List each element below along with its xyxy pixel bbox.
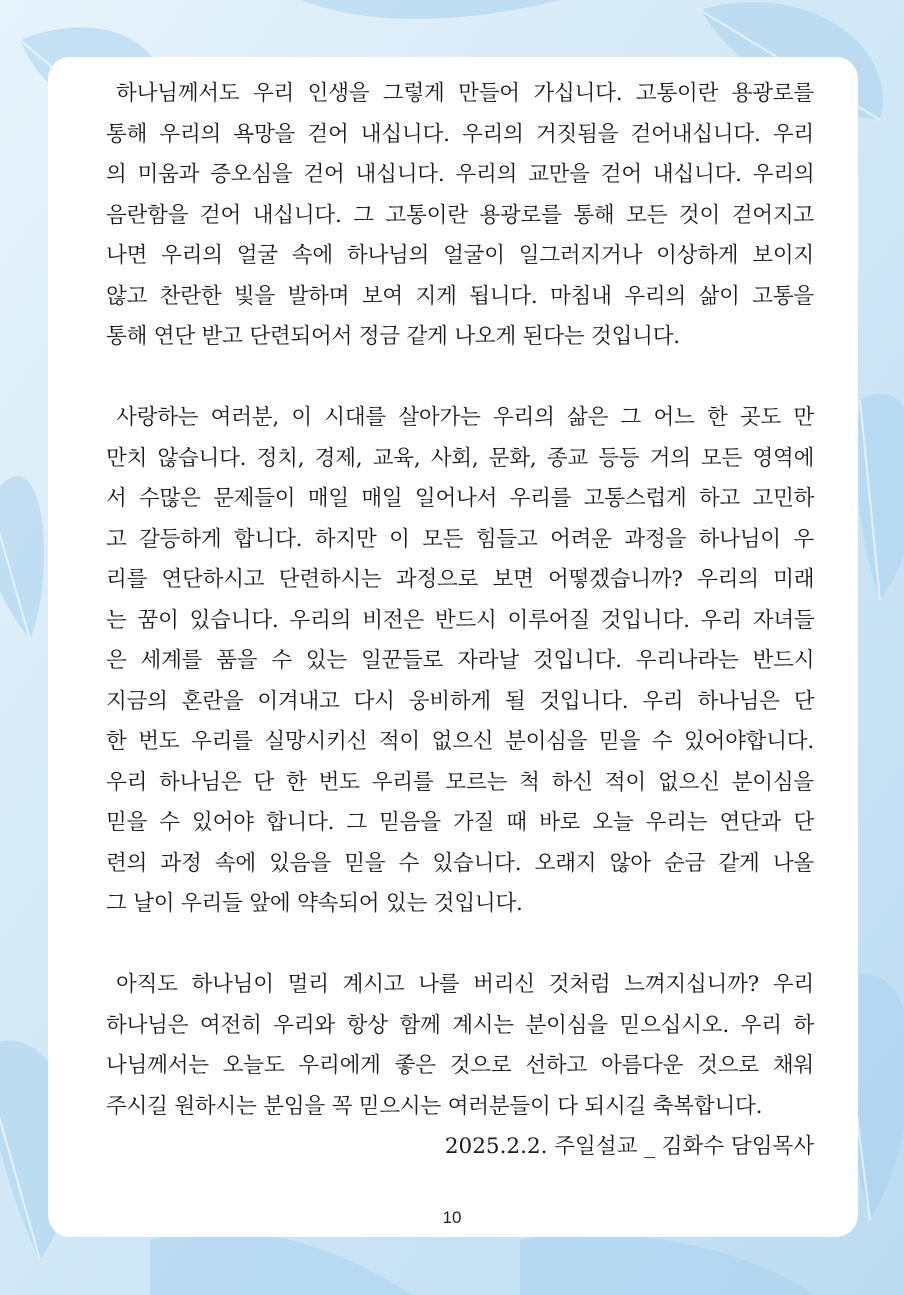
page-number: 10: [442, 1208, 462, 1227]
text-line: 의 미움과 증오심을 걷어 내십니다. 우리의 교만을 걷어 내십니다. 우리의: [106, 162, 815, 187]
text-line: 리를 연단하시고 단련하시는 과정으로 보면 어떻겠습니까? 우리의 미래: [106, 567, 815, 592]
sermon-signature: 2025.2.2. 주일설교 _ 김화수 담임목사: [444, 1134, 814, 1159]
text-line: 하나님께서도 우리 인생을 그렇게 만들어 가십니다. 고통이란 용광로를: [116, 81, 814, 106]
text-line: 하나님은 여전히 우리와 항상 함께 계시는 분이심을 믿으십시오. 우리 하: [106, 1012, 814, 1038]
text-line: 아직도 하나님이 멀리 계시고 나를 버리신 것처럼 느껴지십니까? 우리: [116, 972, 814, 997]
text-line: 사랑하는 여러분, 이 시대를 살아가는 우리의 삶은 그 어느 한 곳도 만: [116, 405, 814, 430]
text-line: 나님께서는 오늘도 우리에게 좋은 것으로 선하고 아름다운 것으로 채워: [106, 1053, 814, 1078]
text-line: 않고 찬란한 빛을 발하며 보여 지게 됩니다. 마침내 우리의 삶이 고통을: [106, 283, 814, 309]
text-line: 지금의 혼란을 이겨내고 다시 웅비하게 될 것입니다. 우리 하나님은 단: [106, 688, 815, 714]
text-line: 은 세계를 품을 수 있는 일꾼들로 자라날 것입니다. 우리나라는 반드시: [106, 648, 815, 673]
text-line: 믿을 수 있어야 합니다. 그 믿음을 가질 때 바로 오늘 우리는 연단과 단: [106, 810, 814, 835]
paragraph-gap: [96, 925, 814, 966]
text-line: 통해 우리의 욕망을 걷어 내십니다. 우리의 거짓됨을 걷어내십니다. 우리: [106, 121, 814, 147]
sermon-body: [96, 74, 814, 1168]
text-line: 나면 우리의 얼굴 속에 하나님의 얼굴이 일그러지거나 이상하게 보이지: [106, 243, 814, 268]
text-line: 련의 과정 속에 있음을 믿을 수 있습니다. 오래지 않아 순금 같게 나올: [106, 850, 814, 876]
paragraph-1: [96, 74, 814, 358]
text-line: 주시길 원하시는 분임을 꼭 믿으시는 여러분들이 다 되시길 축복합니다.: [106, 1093, 763, 1119]
text-line: 만치 않습니다. 정치, 경제, 교육, 사회, 문화, 종교 등등 거의 모든 영역에: [106, 445, 815, 471]
text-line: 고 갈등하게 합니다. 하지만 이 모든 힘들고 어려운 과정을 하나님이 우: [106, 526, 814, 552]
text-line: 한 번도 우리를 실망시키신 적이 없으신 분이심을 믿을 수 있어야합니다.: [106, 729, 814, 754]
text-line: 그 날이 우리들 앞에 약속되어 있는 것입니다.: [106, 891, 523, 916]
paragraph-2: [96, 398, 814, 925]
text-line: 통해 연단 받고 단련되어서 정금 같게 나오게 된다는 것입니다.: [106, 324, 680, 349]
text-line: 우리 하나님은 단 한 번도 우리를 모르는 척 하신 적이 없으신 분이심을: [106, 769, 814, 795]
paragraph-gap: [96, 358, 814, 399]
text-line: 음란함을 걷어 내십니다. 그 고통이란 용광로를 통해 모든 것이 걷어지고: [106, 202, 814, 228]
paragraph-3: [96, 965, 814, 1127]
text-line: 는 꿈이 있습니다. 우리의 비전은 반드시 이루어질 것입니다. 우리 자녀들: [106, 607, 815, 633]
text-line: 서 수많은 문제들이 매일 매일 일어나서 우리를 고통스럽게 하고 고민하: [106, 486, 815, 511]
